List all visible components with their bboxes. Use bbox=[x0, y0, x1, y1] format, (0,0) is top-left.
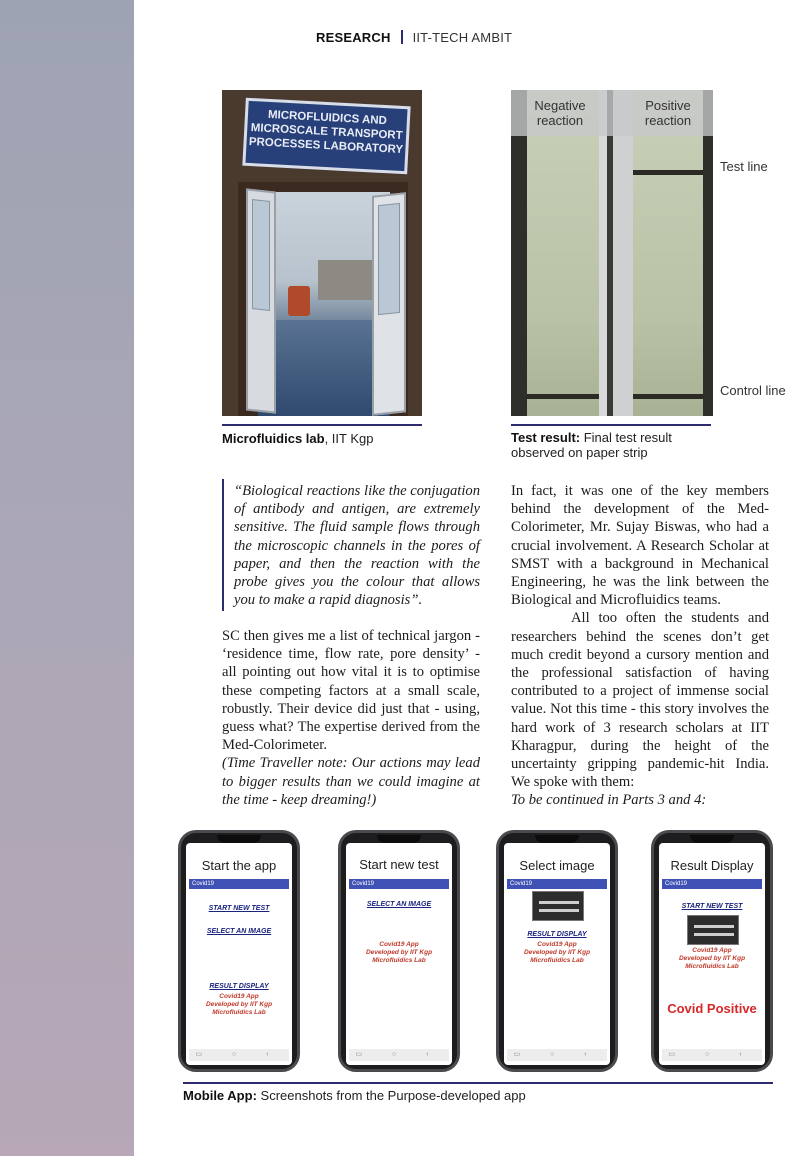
lab-caption-bold: Microfluidics lab bbox=[222, 431, 325, 446]
page-header bbox=[316, 30, 512, 45]
android-nav-bar[interactable]: ▭ ○ ‹ bbox=[662, 1049, 762, 1061]
phone-select-image bbox=[496, 830, 618, 1072]
start-new-test-button[interactable]: START NEW TEST bbox=[208, 905, 270, 912]
lab-left-door bbox=[246, 188, 276, 413]
android-nav-bar[interactable]: ▭ ○ ‹ bbox=[349, 1049, 449, 1061]
right-column bbox=[511, 482, 769, 810]
strip-caption-bold: Test result: bbox=[511, 430, 581, 445]
control-line-label: Control line bbox=[720, 383, 786, 398]
app-info-line-3: Microfluidics Lab bbox=[372, 957, 426, 964]
left-paragraph: SC then gives me a list of technical jargon - ‘residence time, flow rate, pore density’ - all pointing out how vital it is to optimise these competing factors at a small scale, robustly. Their device did just that - using, guess what? The expertise derived from the Med-Colorimeter. bbox=[222, 628, 480, 754]
selected-strip-image bbox=[687, 915, 739, 945]
side-color-band bbox=[0, 0, 134, 1156]
phone-start-app bbox=[178, 830, 300, 1072]
mobile-caption-rule bbox=[183, 1082, 773, 1084]
app-bar: Covid19 bbox=[189, 879, 289, 889]
result-display-button[interactable]: RESULT DISPLAY bbox=[527, 931, 587, 938]
test-line-label: Test line bbox=[720, 159, 768, 174]
phone-screen bbox=[346, 843, 452, 1065]
left-column bbox=[222, 627, 480, 809]
strip-separator bbox=[599, 90, 607, 416]
app-info-line-3: Microfluidics Lab bbox=[530, 957, 584, 964]
phone-start-new-test bbox=[338, 830, 460, 1072]
lab-bench bbox=[318, 260, 378, 300]
magazine-name: IIT-TECH AMBIT bbox=[412, 30, 513, 45]
strip-caption bbox=[511, 430, 711, 460]
phone-notch bbox=[217, 835, 261, 843]
lab-caption bbox=[222, 431, 442, 446]
app-info-line-1: Covid19 App bbox=[692, 947, 732, 954]
mobile-caption-rest: Screenshots from the Purpose-developed app bbox=[256, 1088, 526, 1103]
phone-title: Result Display bbox=[670, 858, 754, 873]
lab-floor bbox=[258, 320, 390, 416]
app-info-line-3: Microfluidics Lab bbox=[685, 963, 739, 970]
quote-bar bbox=[222, 479, 224, 611]
strip-background bbox=[703, 90, 713, 416]
app-info-line-2: Developed by IIT Kgp bbox=[523, 949, 591, 956]
phone-notch bbox=[377, 835, 421, 843]
select-image-button[interactable]: SELECT AN IMAGE bbox=[206, 928, 272, 935]
lab-chair bbox=[288, 286, 310, 316]
app-info-line-3: Microfluidics Lab bbox=[212, 1009, 266, 1016]
phone-result-display bbox=[651, 830, 773, 1072]
right-paragraph-2: All too often the students and researchers behind the scenes don’t get much credit beyond a cursory mention and the professional satisfaction of having contributed to a project of immense social value. Not this time - this story involves the hard work of 3 research scholars at IIT Kharagpur, during the height of the uncertainty gripping pandemic-hit India. We spoke with them: bbox=[511, 610, 769, 791]
positive-test-line bbox=[633, 170, 703, 175]
negative-control-line bbox=[527, 394, 599, 399]
test-strip-photo bbox=[511, 90, 713, 416]
strip-caption-rule bbox=[511, 424, 711, 426]
start-new-test-button[interactable]: START NEW TEST bbox=[681, 903, 743, 910]
app-info-line-2: Developed by IIT Kgp bbox=[205, 1001, 273, 1008]
lab-sign: MICROFLUIDICS AND MICROSCALE TRANSPORT PROCESSES LABORATORY bbox=[242, 98, 410, 175]
time-traveller-note: (Time Traveller note: Our actions may lead to bigger results than we could imagine at the time - keep dreaming!) bbox=[222, 755, 480, 808]
strip-separator bbox=[613, 90, 633, 416]
positive-control-line bbox=[633, 394, 703, 399]
strip-background bbox=[511, 90, 527, 416]
phone-title: Select image bbox=[519, 858, 595, 873]
section-label: RESEARCH bbox=[316, 30, 391, 45]
positive-strip bbox=[633, 90, 703, 416]
strip-caption-rest: Final test result observed on paper strip bbox=[511, 430, 672, 460]
door-glass bbox=[252, 199, 270, 311]
covid-result: Covid Positive bbox=[667, 1001, 757, 1016]
phone-screen bbox=[659, 843, 765, 1065]
app-bar: Covid19 bbox=[662, 879, 762, 889]
right-paragraph-1: In fact, it was one of the key members behind the development of the Med-Colorimeter, Mr. Sujay Biswas, who had a crucial involvement. A Research Scholar at SMST with a background in Mechanical Engineering, he was the link between the Biological and Microfluidics teams. bbox=[511, 483, 769, 609]
selected-strip-image bbox=[532, 891, 584, 921]
phone-title: Start new test bbox=[359, 857, 439, 872]
mobile-caption bbox=[183, 1088, 526, 1103]
app-info-line-1: Covid19 App bbox=[537, 941, 577, 948]
door-glass bbox=[378, 203, 400, 315]
result-display-button[interactable]: RESULT DISPLAY bbox=[209, 983, 269, 990]
phone-screen bbox=[504, 843, 610, 1065]
app-info-line-1: Covid19 App bbox=[379, 941, 419, 948]
pull-quote: “Biological reactions like the conjugation of antibody and antigen, are extremely sensitive. The fluid sample flows through the microscopic channels in the pores of paper, and then the reaction with the probe gives you the colour that allows you to make a rapid diagnosis”. bbox=[234, 483, 480, 609]
select-image-button[interactable]: SELECT AN IMAGE bbox=[366, 901, 432, 908]
phone-notch bbox=[690, 835, 734, 843]
app-bar: Covid19 bbox=[507, 879, 607, 889]
lab-right-door bbox=[372, 192, 406, 416]
continued-note: To be continued in Parts 3 and 4: bbox=[511, 792, 707, 809]
app-info-line-2: Developed by IIT Kgp bbox=[678, 955, 746, 962]
lab-photo bbox=[222, 90, 422, 416]
phone-title: Start the app bbox=[201, 858, 277, 873]
app-bar: Covid19 bbox=[349, 879, 449, 889]
android-nav-bar[interactable]: ▭ ○ ‹ bbox=[189, 1049, 289, 1061]
negative-reaction-label: Negative reaction bbox=[534, 98, 586, 128]
header-divider bbox=[401, 30, 403, 44]
app-info-line-2: Developed by IIT Kgp bbox=[365, 949, 433, 956]
android-nav-bar[interactable]: ▭ ○ ‹ bbox=[507, 1049, 607, 1061]
phone-notch bbox=[535, 835, 579, 843]
positive-reaction-label: Positive reaction bbox=[644, 98, 692, 128]
app-info-line-1: Covid19 App bbox=[219, 993, 259, 1000]
lab-caption-rest: , IIT Kgp bbox=[324, 431, 374, 446]
negative-strip bbox=[527, 90, 599, 416]
phone-screen bbox=[186, 843, 292, 1065]
lab-caption-rule bbox=[222, 424, 422, 426]
mobile-caption-bold: Mobile App: bbox=[183, 1088, 257, 1103]
